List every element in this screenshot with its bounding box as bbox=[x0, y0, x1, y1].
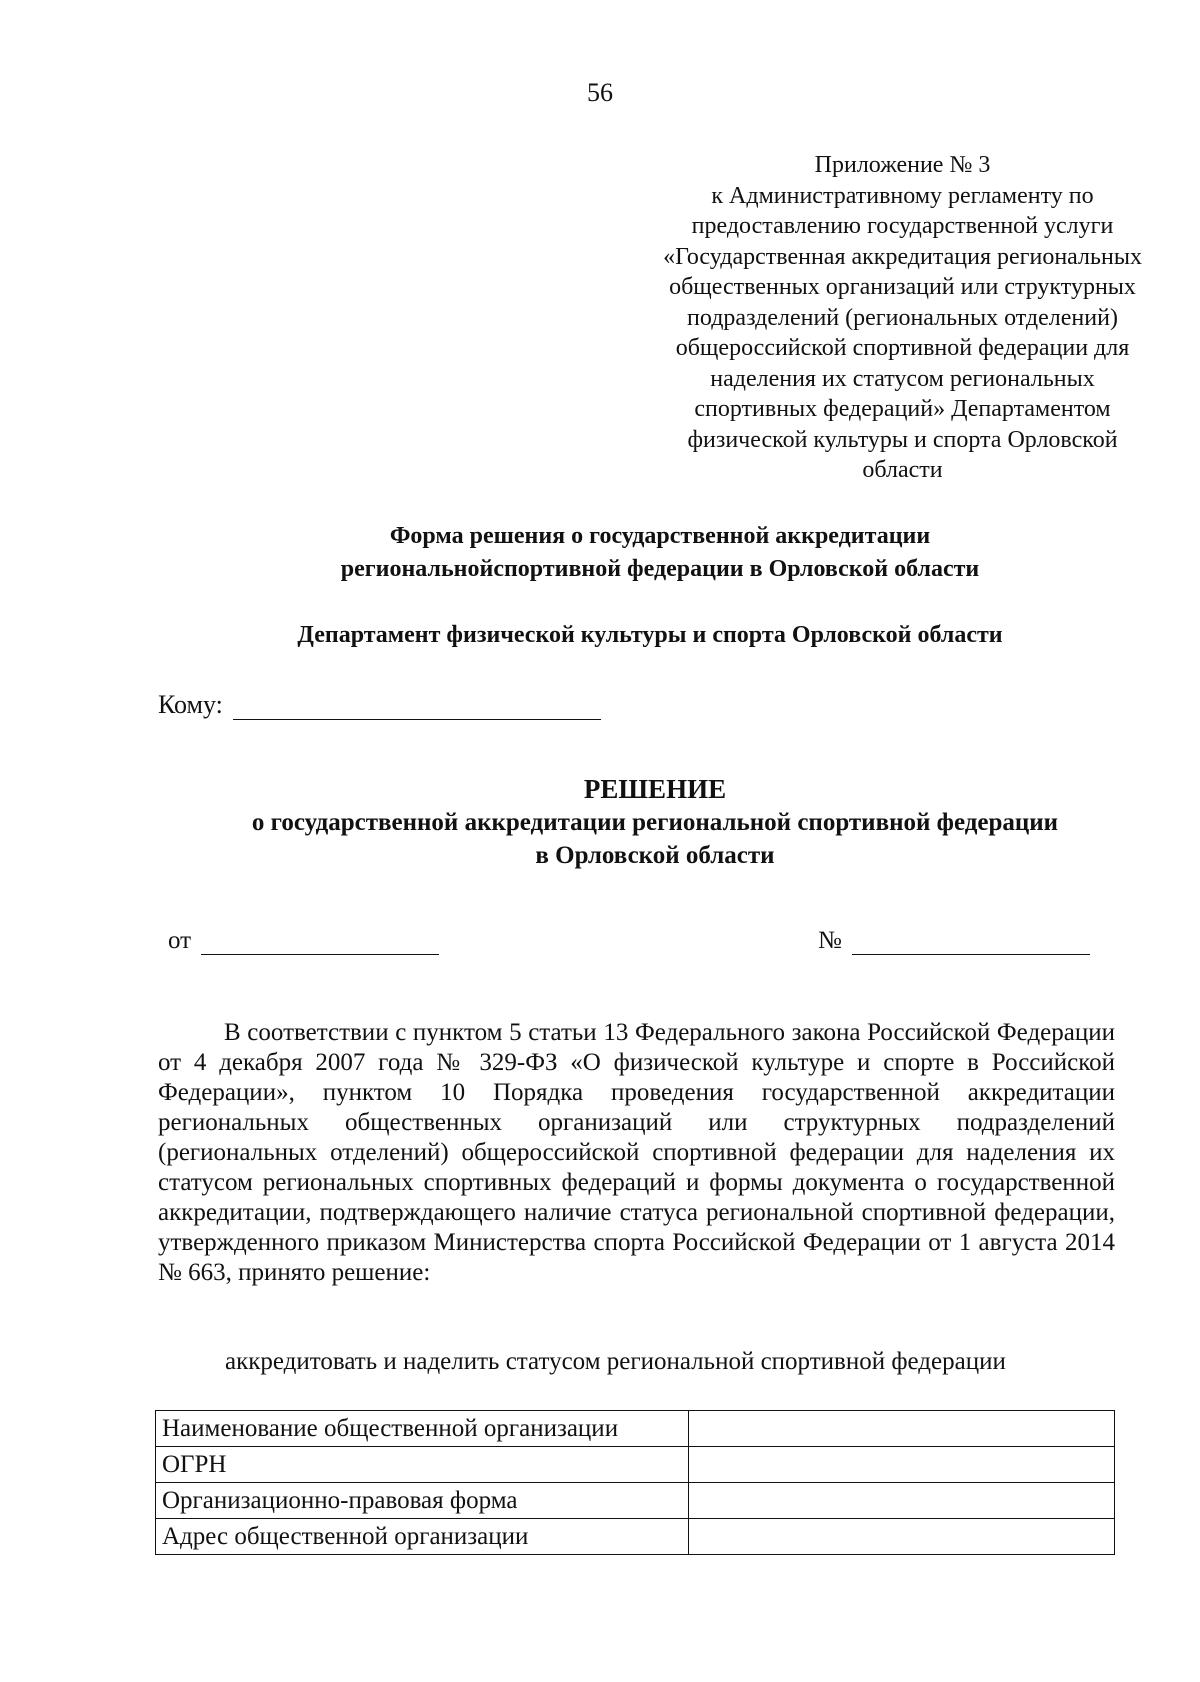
decision-subtitle: в Орловской области bbox=[535, 842, 775, 869]
table-row bbox=[156, 1411, 1115, 1447]
appendix-header bbox=[610, 150, 1195, 486]
appendix-line: общественных организаций или структурных bbox=[669, 274, 1136, 300]
decision-title bbox=[150, 773, 1160, 872]
number-blank[interactable] bbox=[852, 928, 1090, 955]
date-label: от bbox=[168, 927, 192, 954]
body-paragraph: В соответствии с пунктом 5 статьи 13 Федерального закона Российской Федерации от 4 декабря 2007 года № 329-ФЗ «О физической культуре и спорте в Российской Федерации», пунктом 10 Порядка проведения государственной аккредитации региональных общественных организаций или структурных подразделений (региональных отделений) общероссийской спортивной федерации для наделения их статусом региональных спортивных федераций и формы документа о государственной аккредитации, подтверждающего наличие статуса региональной спортивной федерации, утвержденного приказом Министерства спорта Российской Федерации от 1 августа 2014 № 663, принято решение: bbox=[158, 1019, 1115, 1286]
appendix-line: предоставлению государственной услуги bbox=[691, 213, 1114, 239]
table-cell-value[interactable] bbox=[689, 1483, 1115, 1519]
table-row bbox=[156, 1519, 1115, 1555]
appendix-line: общероссийской спортивной федерации для bbox=[675, 335, 1130, 361]
table-row bbox=[156, 1447, 1115, 1483]
appendix-line: спортивных федераций» Департаментом bbox=[694, 396, 1111, 422]
recipient-label: Кому: bbox=[158, 690, 223, 719]
appendix-line: к Административному регламенту по bbox=[711, 182, 1094, 209]
page-number: 56 bbox=[587, 78, 613, 107]
number-line bbox=[818, 927, 1090, 955]
table-cell-label: Наименование общественной организации bbox=[156, 1411, 689, 1447]
form-title-line: Форма решения о государственной аккредитации bbox=[389, 523, 931, 549]
form-title bbox=[270, 520, 1050, 586]
table-cell-value[interactable] bbox=[689, 1519, 1115, 1555]
body-text bbox=[158, 1018, 1115, 1288]
decision-heading: РЕШЕНИЕ bbox=[583, 774, 727, 804]
decision-subtitle: о государственной аккредитации региональной спортивной федерации bbox=[251, 809, 1059, 836]
appendix-line: области bbox=[862, 457, 943, 483]
table-cell-value[interactable] bbox=[689, 1447, 1115, 1483]
form-title-line: региональнойспортивной федерации в Орловской области bbox=[340, 556, 980, 582]
recipient-line bbox=[158, 690, 601, 720]
appendix-line: подразделений (региональных отделений) bbox=[687, 304, 1118, 331]
recipient-blank[interactable] bbox=[233, 693, 601, 720]
table-cell-label: Адрес общественной организации bbox=[156, 1519, 689, 1555]
table-row bbox=[156, 1483, 1115, 1519]
organization-table bbox=[155, 1410, 1115, 1555]
department-title: Департамент физической культуры и спорта Орловской области bbox=[297, 622, 1003, 648]
appendix-line: Приложение № 3 bbox=[814, 152, 991, 178]
decision-statement: аккредитовать и наделить статусом региональной спортивной федерации bbox=[225, 1348, 1006, 1375]
table-cell-label: ОГРН bbox=[156, 1447, 689, 1483]
table-cell-label: Организационно-правовая форма bbox=[156, 1483, 689, 1519]
appendix-line: наделения их статусом региональных bbox=[710, 365, 1095, 392]
date-line bbox=[168, 927, 439, 955]
number-label: № bbox=[818, 927, 842, 954]
appendix-line: физической культуры и спорта Орловской bbox=[687, 426, 1118, 453]
appendix-line: «Государственная аккредитация региональных bbox=[663, 243, 1142, 270]
table-cell-value[interactable] bbox=[689, 1411, 1115, 1447]
date-blank[interactable] bbox=[201, 928, 439, 955]
